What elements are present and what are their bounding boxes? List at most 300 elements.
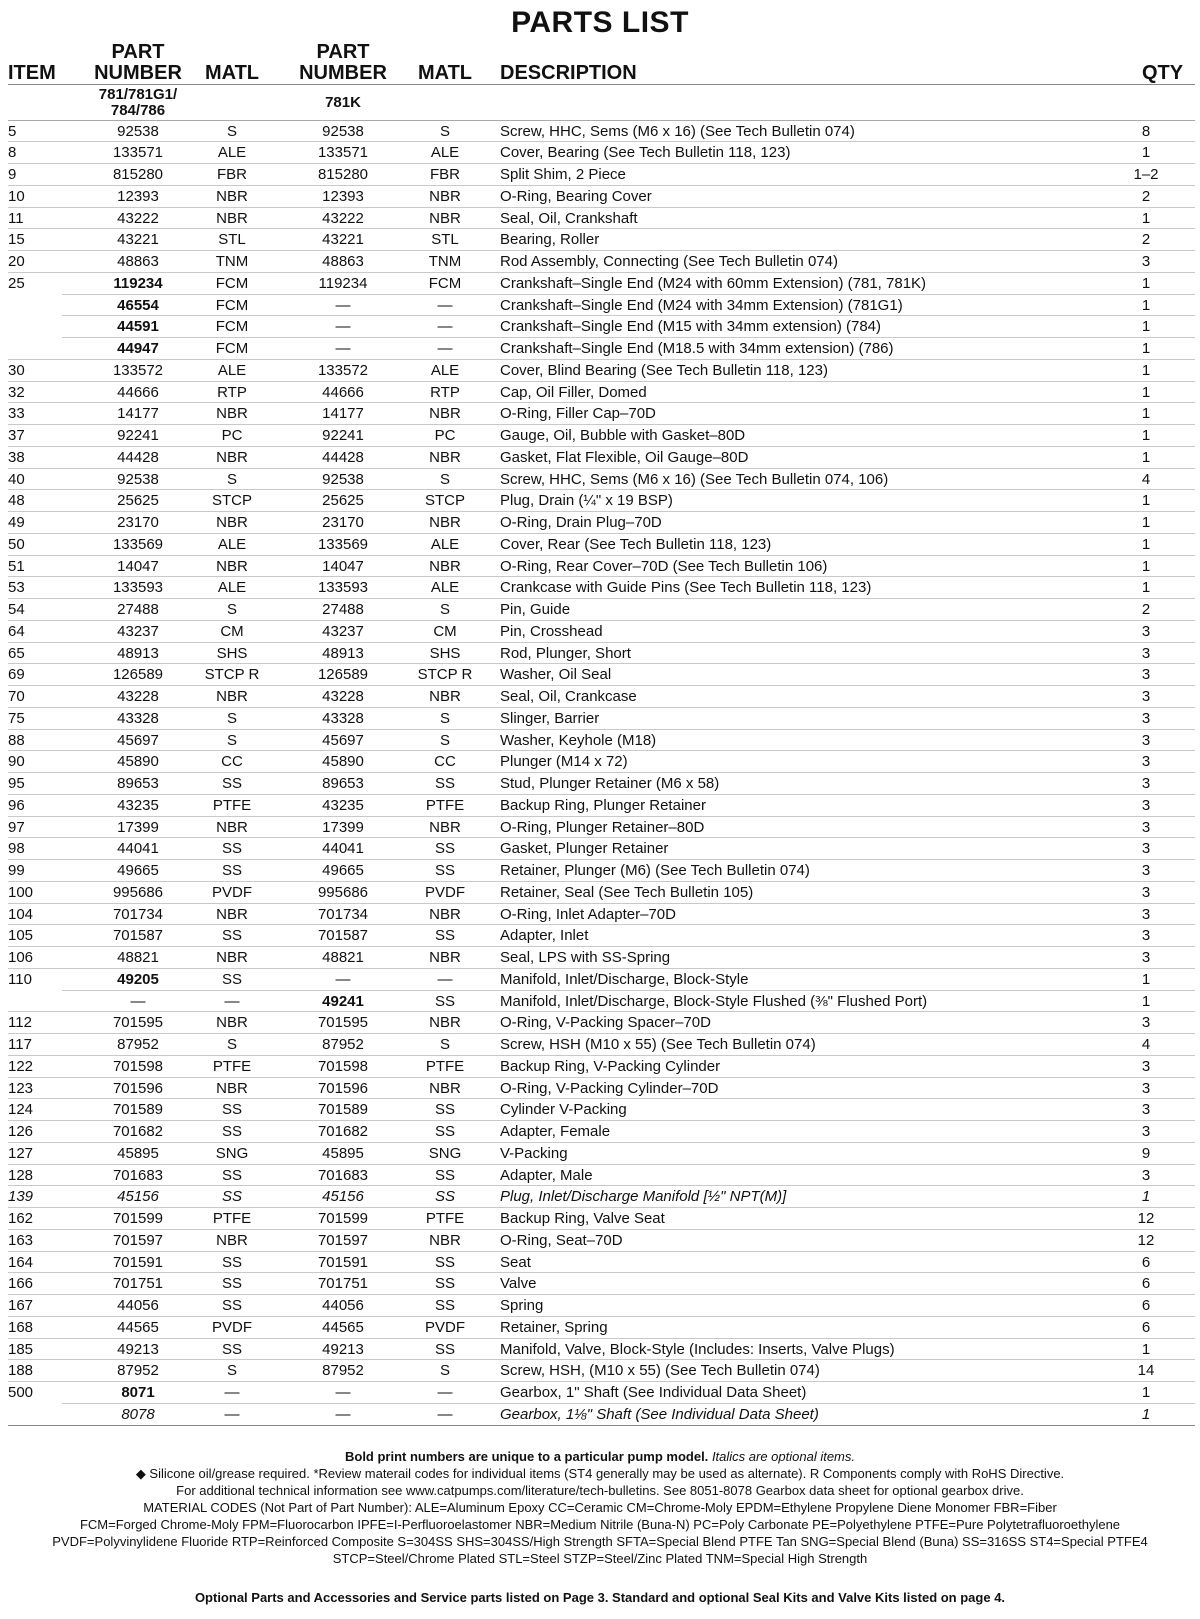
part-number-781k-cell: 14177: [322, 405, 364, 423]
table-row: [0, 621, 1200, 643]
material-781k-cell: NBR: [429, 949, 461, 966]
quantity-cell: 3: [1141, 818, 1151, 836]
material-781-cell: S: [226, 1036, 237, 1053]
table-row: [0, 1012, 1200, 1034]
table-row: [0, 817, 1200, 839]
part-number-781k-cell: 12393: [322, 187, 364, 205]
material-781k-cell: NBR: [429, 405, 461, 423]
quantity-cell: 1: [1141, 1340, 1151, 1358]
table-row: [0, 1143, 1200, 1165]
part-number-781k-cell: 45156: [322, 1188, 364, 1206]
part-number-781k-cell: 23170: [322, 514, 364, 531]
description-cell: O-Ring, Rear Cover–70D (See Tech Bulletin 106): [500, 557, 828, 575]
part-number-781k-cell: —: [335, 318, 351, 336]
part-number-781-cell: 17399: [117, 818, 159, 836]
description-cell: Crankshaft–Single End (M24 with 60mm Extension) (781, 781K): [500, 274, 927, 292]
material-781-cell: —: [224, 1384, 240, 1401]
quantity-cell: 3: [1141, 905, 1151, 923]
part-number-781k-cell: 43237: [322, 622, 364, 640]
description-cell: Manifold, Valve, Block-Style (Includes: Inserts, Valve Plugs): [500, 1340, 895, 1358]
part-number-781-cell: 14177: [117, 405, 159, 423]
quantity-cell: 2: [1141, 231, 1151, 249]
part-number-781k-cell: 701683: [317, 1166, 369, 1184]
item-number-cell: 11: [8, 209, 24, 227]
description-cell: Cylinder V-Packing: [500, 1101, 627, 1119]
table-row: [0, 1121, 1200, 1143]
part-number-781k-cell: 27488: [322, 601, 364, 618]
part-number-781k-cell: 48821: [322, 949, 364, 966]
quantity-cell: 1: [1141, 427, 1151, 444]
material-781-cell: ALE: [217, 361, 247, 379]
material-781k-cell: SHS: [429, 644, 461, 662]
material-781k-cell: SS: [434, 927, 455, 945]
item-number-cell: 5: [8, 122, 17, 140]
part-number-781k-cell: 133593: [317, 579, 369, 597]
part-number-781k-cell: 701682: [317, 1123, 369, 1140]
page-title: PARTS LIST: [511, 6, 689, 39]
item-number-cell: 112: [8, 1014, 32, 1032]
material-781-cell: SS: [221, 1253, 242, 1271]
description-cell: Adapter, Female: [500, 1123, 611, 1140]
quantity-cell: 3: [1141, 883, 1151, 901]
item-number-cell: 33: [8, 405, 25, 423]
material-781-cell: SHS: [216, 644, 248, 662]
table-row: [0, 1186, 1200, 1208]
item-number-cell: 40: [8, 470, 25, 488]
part-number-781k-cell: 701587: [317, 927, 369, 945]
material-781-cell: SS: [221, 1188, 242, 1206]
item-number-cell: 95: [8, 775, 25, 792]
description-cell: Washer, Keyhole (M18): [500, 731, 657, 749]
description-cell: Plunger (M14 x 72): [500, 753, 628, 771]
quantity-cell: 3: [1141, 1101, 1151, 1119]
material-781-cell: PC: [221, 427, 243, 444]
material-781-cell: FBR: [217, 166, 247, 183]
quantity-cell: 6: [1141, 1297, 1151, 1314]
material-781-cell: NBR: [216, 688, 248, 705]
item-number-cell: 64: [8, 622, 25, 640]
material-781-cell: SS: [221, 1166, 242, 1184]
part-number-781-cell: 701589: [112, 1101, 164, 1119]
quantity-cell: 3: [1141, 688, 1151, 705]
description-cell: Crankcase with Guide Pins (See Tech Bulletin 118, 123): [500, 579, 872, 597]
material-781k-cell: RTP: [430, 383, 460, 401]
material-781k-cell: SNG: [428, 1144, 462, 1162]
table-row: [0, 1208, 1200, 1230]
item-number-cell: 163: [8, 1231, 34, 1249]
material-781k-cell: PTFE: [425, 1210, 465, 1227]
material-781k-cell: —: [437, 296, 453, 314]
part-number-781k-cell: 14047: [322, 557, 364, 575]
material-781-cell: NBR: [216, 1014, 248, 1032]
part-number-781-cell: 49665: [117, 862, 159, 879]
part-number-781k-cell: 701591: [317, 1253, 369, 1271]
part-number-781k-cell: 45697: [322, 731, 364, 749]
table-row: [0, 360, 1200, 382]
description-cell: Retainer, Seal (See Tech Bulletin 105): [500, 883, 754, 901]
item-number-cell: 25: [8, 274, 25, 292]
header-matl-2: MATL: [417, 62, 473, 84]
material-781-cell: FCM: [215, 274, 249, 292]
item-number-cell: 49: [8, 514, 25, 531]
material-781k-cell: —: [437, 1384, 453, 1401]
description-cell: Screw, HHC, Sems (M6 x 16) (See Tech Bulletin 074): [500, 122, 855, 140]
part-number-781k-cell: 89653: [322, 775, 364, 792]
description-cell: Manifold, Inlet/Discharge, Block-Style Flushed (⅜" Flushed Port): [500, 992, 928, 1010]
material-781-cell: RTP: [217, 383, 247, 401]
part-number-781-cell: 48863: [117, 253, 159, 270]
part-number-781-cell: 23170: [117, 514, 159, 531]
material-781-cell: NBR: [216, 405, 248, 423]
description-cell: Crankshaft–Single End (M18.5 with 34mm extension) (786): [500, 340, 894, 357]
quantity-cell: 3: [1141, 796, 1151, 814]
item-number-cell: 122: [8, 1057, 34, 1075]
item-number-cell: 164: [8, 1253, 34, 1271]
part-number-781-cell: 43221: [117, 231, 159, 249]
material-781-cell: S: [226, 709, 237, 727]
footnote-tech-info: For additional technical information see www.catpumps.com/literature/tech-bulletins. See 8051-8078 Gearbox data sheet for optional gearbox drive.: [176, 1483, 1024, 1498]
material-781-cell: —: [224, 992, 240, 1010]
part-number-781-cell: 27488: [117, 601, 159, 618]
table-row: [0, 338, 1200, 360]
part-number-781-cell: 133571: [112, 144, 164, 162]
table-row: [0, 1099, 1200, 1121]
part-number-781k-cell: 43221: [322, 231, 364, 249]
part-number-781-cell: 48913: [117, 644, 159, 662]
material-781k-cell: NBR: [429, 1231, 461, 1249]
part-number-781-cell: 701587: [112, 927, 164, 945]
part-number-781k-cell: 701595: [317, 1014, 369, 1032]
part-number-781k-cell: 44565: [322, 1318, 364, 1336]
part-number-781-cell: 44666: [117, 383, 159, 401]
quantity-cell: 12: [1137, 1231, 1155, 1249]
description-cell: Gearbox, 1⅛" Shaft (See Individual Data Sheet): [500, 1405, 819, 1423]
material-781-cell: PVDF: [211, 883, 252, 901]
part-number-781k-cell: 995686: [317, 883, 369, 901]
table-row: [0, 838, 1200, 860]
part-number-781k-cell: 701734: [317, 905, 369, 923]
table-row: [0, 577, 1200, 599]
material-781k-cell: NBR: [429, 209, 461, 227]
item-number-cell: 97: [8, 818, 25, 836]
material-781k-cell: —: [437, 318, 453, 336]
part-number-781-cell: 701596: [112, 1079, 164, 1097]
quantity-cell: 3: [1141, 1166, 1151, 1184]
quantity-cell: 4: [1141, 1036, 1151, 1053]
table-row: [0, 229, 1200, 251]
material-781-cell: S: [226, 601, 237, 618]
part-number-781-cell: 92538: [117, 122, 159, 140]
material-781k-cell: CC: [434, 753, 456, 771]
part-number-781k-cell: 133571: [317, 144, 369, 162]
part-number-781-cell: 815280: [112, 166, 164, 183]
part-number-781-cell: 45156: [117, 1188, 159, 1206]
material-781-cell: —: [224, 1405, 240, 1423]
quantity-cell: 1: [1141, 492, 1151, 510]
description-cell: Retainer, Plunger (M6) (See Tech Bulletin 074): [500, 862, 810, 879]
part-number-781-cell: 701751: [112, 1275, 164, 1293]
part-number-781k-cell: 701597: [317, 1231, 369, 1249]
description-cell: Seal, Oil, Crankcase: [500, 688, 637, 705]
quantity-cell: 3: [1141, 644, 1151, 662]
table-row: [0, 795, 1200, 817]
material-codes-line-2: FCM=Forged Chrome-Moly FPM=Fluorocarbon IPFE=I-Perfluoroelastomer NBR=Medium Nitrile (Buna-N) PC=Poly Carbonate PE=Polyethylene PTFE=Pure Polytetrafluoroethylene: [79, 1517, 1121, 1532]
item-number-cell: 53: [8, 579, 25, 597]
description-cell: Pin, Crosshead: [500, 622, 603, 640]
material-781-cell: SNG: [215, 1144, 249, 1162]
quantity-cell: 3: [1141, 622, 1151, 640]
material-781k-cell: SS: [434, 1275, 455, 1293]
description-cell: Valve: [500, 1275, 537, 1293]
material-781k-cell: NBR: [429, 557, 461, 575]
material-781k-cell: SS: [434, 1297, 455, 1314]
item-number-cell: 104: [8, 905, 34, 923]
description-cell: V-Packing: [500, 1144, 568, 1162]
description-cell: Seal, LPS with SS-Spring: [500, 949, 671, 966]
part-number-781-cell: 44428: [117, 448, 159, 466]
description-cell: Spring: [500, 1297, 544, 1314]
part-number-781-cell: 701599: [112, 1210, 164, 1227]
table-row: [0, 1295, 1200, 1317]
table-row: [0, 382, 1200, 404]
model-group-2: 781K: [325, 94, 361, 111]
material-781k-cell: SS: [434, 1340, 455, 1358]
item-number-cell: 10: [8, 187, 25, 205]
table-row: [0, 730, 1200, 752]
material-781k-cell: PVDF: [424, 883, 465, 901]
description-cell: Manifold, Inlet/Discharge, Block-Style: [500, 970, 749, 988]
quantity-cell: 3: [1141, 775, 1151, 792]
header-part-number-2-line2: NUMBER: [299, 62, 387, 84]
quantity-cell: 3: [1141, 1057, 1151, 1075]
material-781k-cell: ALE: [430, 361, 460, 379]
part-number-781-cell: 44041: [117, 840, 159, 858]
part-number-781k-cell: —: [335, 1405, 351, 1423]
quantity-cell: 6: [1141, 1275, 1151, 1293]
quantity-cell: 6: [1141, 1318, 1151, 1336]
material-codes-line-4: STCP=Steel/Chrome Plated STL=Steel STZP=Steel/Zinc Plated TNM=Special High Strength: [332, 1551, 868, 1566]
material-781-cell: FCM: [215, 340, 249, 357]
part-number-781k-cell: 25625: [322, 492, 364, 510]
item-number-cell: 117: [8, 1036, 32, 1053]
part-number-781k-cell: 44056: [322, 1297, 364, 1314]
part-number-781k-cell: —: [335, 340, 351, 357]
quantity-cell: 3: [1141, 1014, 1151, 1032]
item-number-cell: 123: [8, 1079, 34, 1097]
material-781-cell: NBR: [216, 448, 248, 466]
material-781k-cell: S: [439, 601, 450, 618]
material-781-cell: NBR: [216, 1079, 248, 1097]
description-cell: Split Shim, 2 Piece: [500, 166, 626, 183]
description-cell: Gearbox, 1" Shaft (See Individual Data Sheet): [500, 1384, 807, 1401]
item-number-cell: 50: [8, 535, 25, 553]
material-781k-cell: PVDF: [424, 1318, 465, 1336]
parts-table: [0, 121, 1200, 1426]
material-781-cell: NBR: [216, 818, 248, 836]
part-number-781k-cell: —: [335, 296, 351, 314]
table-row: [0, 686, 1200, 708]
part-number-781-cell: 92241: [117, 427, 159, 444]
material-781k-cell: S: [439, 709, 450, 727]
part-number-781k-cell: 44428: [322, 448, 364, 466]
table-row: [0, 186, 1200, 208]
material-781-cell: SS: [221, 1297, 242, 1314]
description-cell: Screw, HHC, Sems (M6 x 16) (See Tech Bulletin 074, 106): [500, 470, 889, 488]
table-row: [0, 882, 1200, 904]
description-cell: Gasket, Plunger Retainer: [500, 840, 669, 858]
quantity-cell: 1: [1141, 144, 1151, 162]
material-781-cell: NBR: [216, 905, 248, 923]
item-number-cell: 124: [8, 1101, 34, 1119]
quantity-cell: 1: [1141, 1188, 1151, 1206]
material-781k-cell: FBR: [430, 166, 460, 183]
material-781-cell: SS: [221, 927, 242, 945]
item-number-cell: 65: [8, 644, 25, 662]
table-row: [0, 1252, 1200, 1274]
description-cell: Gasket, Flat Flexible, Oil Gauge–80D: [500, 448, 749, 466]
material-781k-cell: S: [439, 1362, 450, 1380]
material-781-cell: SS: [221, 775, 242, 792]
part-number-781k-cell: 87952: [322, 1362, 364, 1380]
item-number-cell: 96: [8, 796, 25, 814]
part-number-781-cell: 701595: [112, 1014, 164, 1032]
table-row: [0, 860, 1200, 882]
table-row: [0, 208, 1200, 230]
part-number-781-cell: 43222: [117, 209, 159, 227]
description-cell: Retainer, Spring: [500, 1318, 608, 1336]
item-number-cell: 168: [8, 1318, 34, 1336]
material-781k-cell: SS: [434, 1123, 455, 1140]
table-row: [0, 534, 1200, 556]
material-781k-cell: TNM: [428, 253, 462, 270]
quantity-cell: 8: [1141, 122, 1151, 140]
part-number-781-cell: 119234: [113, 274, 163, 292]
material-781k-cell: ALE: [430, 579, 460, 597]
table-row: [0, 1034, 1200, 1056]
material-781-cell: PTFE: [212, 1210, 252, 1227]
table-row: [0, 643, 1200, 665]
material-781k-cell: SS: [434, 1101, 455, 1119]
material-781k-cell: SS: [434, 1253, 455, 1271]
material-781k-cell: NBR: [429, 514, 461, 531]
material-781k-cell: CM: [433, 622, 457, 640]
part-number-781-cell: 87952: [117, 1036, 159, 1053]
part-number-781-cell: 46554: [117, 296, 159, 314]
item-number-cell: 167: [8, 1297, 34, 1314]
description-cell: Cover, Rear (See Tech Bulletin 118, 123): [500, 535, 772, 553]
item-number-cell: 8: [8, 144, 17, 162]
part-number-781k-cell: 49665: [322, 862, 364, 879]
item-number-cell: 128: [8, 1166, 34, 1184]
quantity-cell: 1: [1141, 448, 1151, 466]
table-row: [0, 556, 1200, 578]
quantity-cell: 6: [1141, 1253, 1151, 1271]
part-number-781k-cell: 43328: [322, 709, 364, 727]
table-row: [0, 1273, 1200, 1295]
description-cell: Cover, Bearing (See Tech Bulletin 118, 123): [500, 144, 791, 162]
material-781-cell: FCM: [215, 296, 249, 314]
item-number-cell: 9: [8, 166, 17, 183]
header-part-number-1-line1: PART: [111, 41, 165, 63]
table-row: [0, 425, 1200, 447]
material-781k-cell: NBR: [429, 1079, 461, 1097]
quantity-cell: 3: [1141, 927, 1151, 945]
quantity-cell: 4: [1141, 470, 1151, 488]
part-number-781k-cell: 45895: [322, 1144, 364, 1162]
item-number-cell: 500: [8, 1384, 34, 1401]
item-number-cell: 38: [8, 448, 25, 466]
part-number-781-cell: 12393: [117, 187, 159, 205]
description-cell: Screw, HSH (M10 x 55) (See Tech Bulletin 074): [500, 1036, 816, 1053]
material-781k-cell: S: [439, 1036, 450, 1053]
quantity-cell: 9: [1141, 1144, 1151, 1162]
description-cell: Pin, Guide: [500, 601, 571, 618]
material-781-cell: SS: [221, 1275, 242, 1293]
material-781-cell: ALE: [217, 579, 247, 597]
part-number-781-cell: 49205: [117, 970, 159, 988]
quantity-cell: 1: [1141, 514, 1151, 531]
description-cell: O-Ring, Plunger Retainer–80D: [500, 818, 705, 836]
bold-note: Bold print numbers are unique to a particular pump model.: [344, 1449, 709, 1464]
item-number-cell: 32: [8, 383, 25, 401]
part-number-781k-cell: 701599: [317, 1210, 369, 1227]
quantity-cell: 3: [1141, 666, 1151, 684]
quantity-cell: 1: [1141, 970, 1151, 988]
material-codes-line-3: PVDF=Polyvinylidene Fluoride RTP=Reinforced Composite S=304SS SHS=304SS/High Strength SFTA=Special Blend PTFE Tan SNG=Special Blend (Buna) SS=316SS ST4=Special PTFE4: [52, 1534, 1148, 1549]
description-cell: Backup Ring, V-Packing Cylinder: [500, 1057, 721, 1075]
material-781k-cell: STL: [431, 231, 459, 249]
description-cell: Gauge, Oil, Bubble with Gasket–80D: [500, 427, 746, 444]
quantity-cell: 1: [1141, 405, 1151, 423]
table-row: [0, 251, 1200, 273]
material-781k-cell: —: [437, 1405, 453, 1423]
part-number-781-cell: 133593: [112, 579, 164, 597]
description-cell: O-Ring, Drain Plug–70D: [500, 514, 662, 531]
part-number-781-cell: 45890: [117, 753, 159, 771]
part-number-781k-cell: 43228: [322, 688, 364, 705]
quantity-cell: 3: [1141, 709, 1151, 727]
item-number-cell: 106: [8, 949, 34, 966]
part-number-781k-cell: 815280: [317, 166, 369, 183]
part-number-781k-cell: 126589: [317, 666, 369, 684]
material-781k-cell: SS: [434, 1166, 455, 1184]
material-781k-cell: S: [439, 731, 450, 749]
part-number-781k-cell: 49241: [322, 992, 364, 1010]
header-description: DESCRIPTION: [500, 62, 637, 84]
quantity-cell: 1: [1141, 340, 1151, 357]
table-row: [0, 1165, 1200, 1187]
description-cell: Plug, Inlet/Discharge Manifold [½" NPT(M)]: [500, 1188, 787, 1206]
item-number-cell: 126: [8, 1123, 34, 1140]
part-number-781-cell: 49213: [117, 1340, 159, 1358]
part-number-781-cell: 126589: [112, 666, 164, 684]
part-number-781-cell: 43228: [117, 688, 159, 705]
part-number-781k-cell: 17399: [322, 818, 364, 836]
table-row: [0, 708, 1200, 730]
description-cell: Bearing, Roller: [500, 231, 600, 249]
header-rule: [8, 84, 1195, 85]
table-row: [0, 991, 1200, 1013]
table-row: [0, 1230, 1200, 1252]
description-cell: O-Ring, Bearing Cover: [500, 187, 652, 205]
description-cell: O-Ring, Seat–70D: [500, 1231, 623, 1249]
quantity-cell: 3: [1141, 1079, 1151, 1097]
material-781-cell: FCM: [215, 318, 249, 336]
material-781-cell: STCP: [211, 492, 252, 510]
part-number-781k-cell: 45890: [322, 753, 364, 771]
part-number-781-cell: 701734: [112, 905, 164, 923]
material-781-cell: PTFE: [212, 1057, 252, 1075]
